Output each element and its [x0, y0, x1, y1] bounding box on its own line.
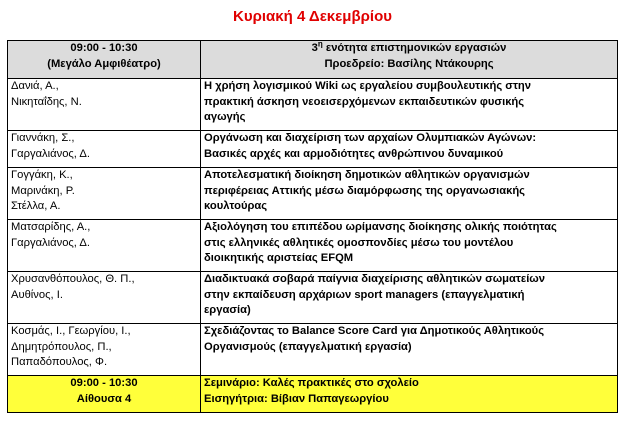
paper-title-line: Η χρήση λογισμικού Wiki ως εργαλείου συμβουλευτικής στην: [204, 80, 531, 92]
author-line: Γαργαλιάνος, Δ.: [11, 147, 90, 160]
seminar-time: 09:00 - 10:30: [70, 377, 138, 389]
author-line: Δημητρόπουλος, Π.,: [11, 340, 112, 353]
table-row: [8, 272, 618, 324]
table-row: [8, 79, 618, 131]
author-line: Γιαννάκη, Σ.,: [11, 132, 75, 144]
table-row: [8, 168, 618, 220]
authors-cell: [8, 79, 201, 131]
header-time: 09:00 - 10:30: [70, 42, 138, 54]
author-line: Δανιά, Α.,: [11, 80, 59, 92]
header-room: (Μεγάλο Αμφιθέατρο): [47, 57, 161, 70]
author-line: Στέλλα, Α.: [11, 200, 61, 212]
header-session: [204, 41, 614, 57]
authors-cell: [8, 220, 201, 272]
seminar-time-cell: [8, 376, 201, 413]
paper-title-line: αγωγής: [204, 111, 246, 123]
author-line: Γογγάκη, Κ.,: [11, 169, 73, 181]
session-sup: η: [317, 39, 323, 49]
paper-title-line: στην εκπαίδευση αρχάριων sport managers (επαγγελματική: [204, 288, 525, 301]
authors-cell: [8, 168, 201, 220]
table-row: [8, 324, 618, 376]
seminar-speaker: Εισηγήτρια: Βίβιαν Παπαγεωργίου: [204, 392, 389, 405]
paper-title-line: περιφέρειας Αττικής μέσω διαμόρφωσης της οργανωσιακής: [204, 184, 526, 197]
seminar-room: Αίθουσα 4: [76, 392, 132, 405]
author-line: Παπαδόπουλος, Φ.: [11, 356, 108, 368]
author-line: Χρυσανθόπουλος, Θ. Π.,: [11, 273, 135, 285]
paper-title-line: Αποτελεσματική διοίκηση δημοτικών αθλητικών οργανισμών: [204, 169, 530, 181]
paper-title-line: κουλτούρας: [204, 200, 268, 212]
paper-title-line: Διαδικτυακά σοβαρά παίγνια διαχείρισης αθλητικών σωματείων: [204, 273, 545, 285]
author-line: Κοσμάς, Ι., Γεωργίου, Ι.,: [11, 325, 131, 337]
paper-title-line: εργασία): [204, 304, 251, 316]
paper-title-line: Σχεδιάζοντας το Balance Score Card για Δημοτικούς Αθλητικούς: [204, 325, 545, 337]
program-table: [7, 40, 618, 413]
paper-title-line: πρακτική άσκηση νεοεισερχόμενων εκπαιδευτικών φυσικής: [204, 95, 525, 108]
paper-title-line: Οργάνωση και διαχείριση των αρχαίων Ολυμπιακών Αγώνων:: [204, 132, 537, 144]
author-line: Μαρινάκη, Ρ.: [11, 184, 75, 197]
table-row: [8, 131, 618, 168]
author-line: Γαργαλιάνος, Δ.: [11, 236, 90, 249]
paper-title-cell: [201, 324, 618, 376]
paper-title-cell: [201, 220, 618, 272]
paper-title-cell: [201, 79, 618, 131]
paper-title-line: στις ελληνικές αθλητικές ομοσπονδίες μέσω του μοντέλου: [204, 236, 514, 249]
authors-cell: [8, 131, 201, 168]
author-line: Ματσαρίδης, Α.,: [11, 221, 91, 233]
seminar-info-cell: [201, 376, 618, 413]
seminar-row: [8, 376, 618, 413]
header-time-cell: [8, 41, 201, 79]
authors-cell: [8, 272, 201, 324]
session-number: 3: [311, 42, 318, 54]
author-line: Νικηταΐδης, Ν.: [11, 95, 82, 108]
seminar-title: Σεμινάριο: Καλές πρακτικές στο σχολείο: [204, 377, 419, 389]
table-row: [8, 220, 618, 272]
paper-title-cell: [201, 272, 618, 324]
authors-cell: [8, 324, 201, 376]
session-label: ενότητα επιστημονικών εργασιών: [325, 42, 507, 54]
paper-title-line: διοικητικής αριστείας EFQM: [204, 252, 354, 264]
paper-title-line: Οργανισμούς (επαγγελματική εργασία): [204, 340, 412, 353]
paper-title-line: Αξιολόγηση του επιπέδου ωρίμανσης διοίκησης ολικής ποιότητας: [204, 221, 557, 233]
header-chair: Προεδρείο: Βασίλης Ντάκουρης: [324, 57, 494, 70]
author-line: Αυθίνος, Ι.: [11, 288, 63, 301]
page-title: Κυριακή 4 Δεκεμβρίου: [233, 8, 392, 25]
header-row: [8, 41, 618, 79]
paper-title-cell: [201, 168, 618, 220]
paper-title-line: Βασικές αρχές και αρμοδιότητες ανθρώπινου δυναμικού: [204, 147, 504, 160]
paper-title-cell: [201, 131, 618, 168]
header-session-cell: [201, 41, 618, 79]
